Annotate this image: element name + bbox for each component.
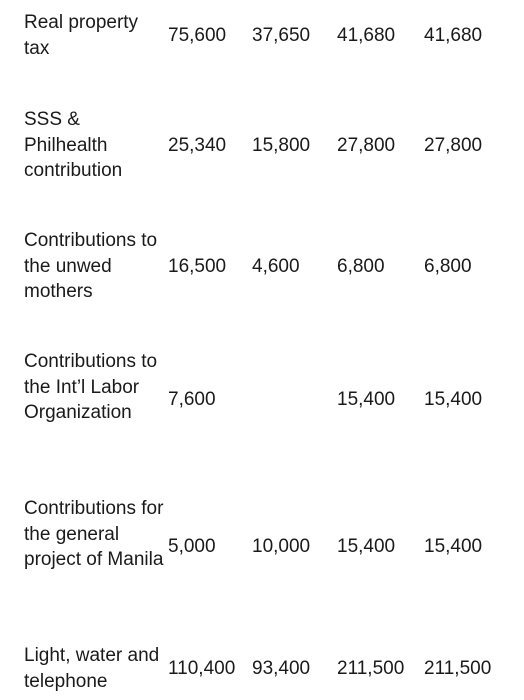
table-row xyxy=(0,228,524,306)
row-value-col4: 6,800 xyxy=(424,256,472,277)
row-value-col1: 16,500 xyxy=(168,256,227,277)
row-value-col2: 15,800 xyxy=(252,135,311,156)
row-value-col3: 211,500 xyxy=(337,658,405,679)
row-label: Contributions to the Int’l Labor Organization xyxy=(24,351,158,423)
row-value-col3: 41,680 xyxy=(337,25,396,46)
table-row xyxy=(0,10,524,62)
row-value-col4: 15,400 xyxy=(424,536,483,557)
row-label: Contributions for the general project of Manila xyxy=(24,498,164,570)
table-row xyxy=(0,349,524,453)
table-row xyxy=(0,496,524,600)
row-value-col1: 5,000 xyxy=(168,536,216,557)
row-value-col3: 6,800 xyxy=(337,256,385,277)
row-label: Real property tax xyxy=(24,12,139,59)
row-value-col2: 10,000 xyxy=(252,536,311,557)
row-value-col4: 41,680 xyxy=(424,25,483,46)
row-value-col1: 75,600 xyxy=(168,25,227,46)
row-value-col2: 4,600 xyxy=(252,256,300,277)
row-label: SSS & Philhealth contribution xyxy=(24,109,123,181)
row-label: Contributions to the unwed mothers xyxy=(24,230,158,302)
row-value-col3: 15,400 xyxy=(337,536,396,557)
row-value-col4: 211,500 xyxy=(424,658,492,679)
row-value-col4: 27,800 xyxy=(424,135,483,156)
row-value-col2: 93,400 xyxy=(252,658,311,679)
table-row xyxy=(0,643,524,695)
row-value-col2: 37,650 xyxy=(252,25,311,46)
row-value-col1: 7,600 xyxy=(168,389,216,410)
row-value-col1: 25,340 xyxy=(168,135,227,156)
row-value-col3: 15,400 xyxy=(337,389,396,410)
row-label: Light, water and telephone xyxy=(24,645,160,692)
row-value-col3: 27,800 xyxy=(337,135,396,156)
row-value-col4: 15,400 xyxy=(424,389,483,410)
row-value-col1: 110,400 xyxy=(168,658,236,679)
table-row xyxy=(0,107,524,185)
